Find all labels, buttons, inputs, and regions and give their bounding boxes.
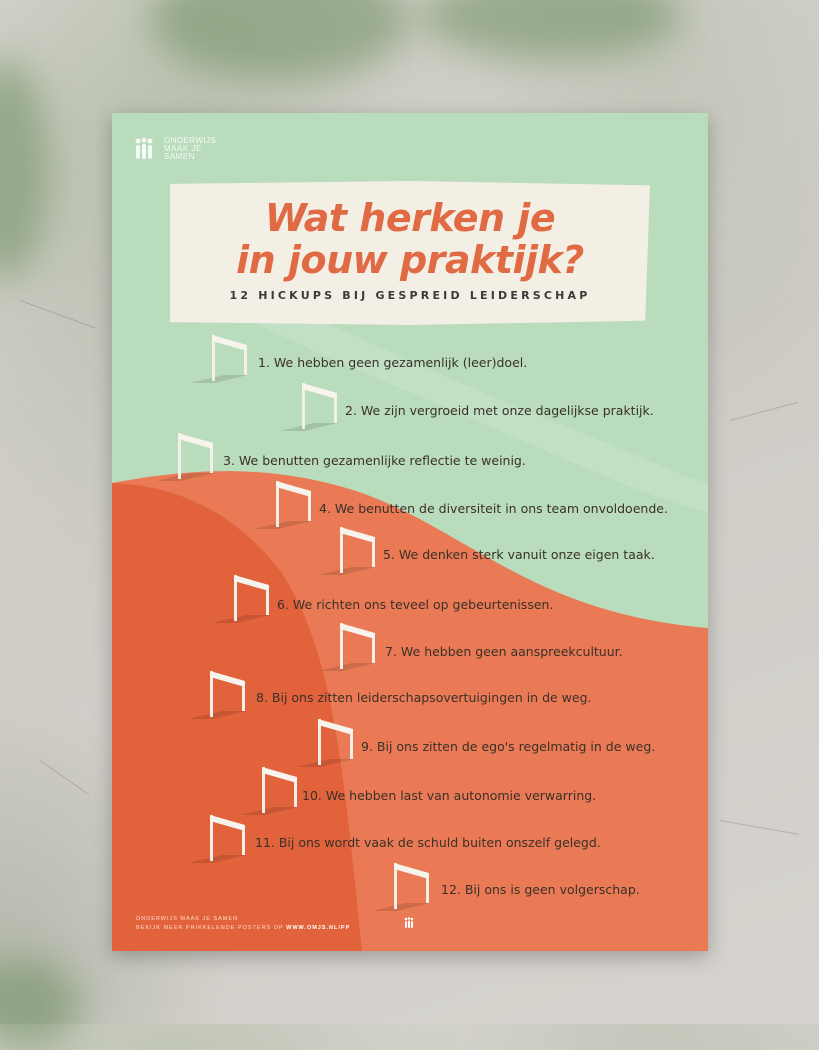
hurdle-icon — [316, 523, 376, 579]
wall-crack — [730, 402, 798, 421]
hickup-item: 10. We hebben last van autonomie verwarring. — [302, 788, 597, 803]
hurdle-icon — [210, 571, 270, 627]
hurdle-icon — [278, 379, 338, 435]
hurdle-icon — [186, 667, 246, 723]
headline-line-2: in jouw praktijk? — [236, 238, 584, 282]
wall-crack — [40, 760, 90, 795]
hickup-item: 1. We hebben geen gezamenlijk (leer)doel. — [258, 355, 528, 370]
hickup-item: 3. We benutten gezamenlijke reflectie te weinig. — [223, 453, 526, 468]
hickup-item: 7. We hebben geen aanspreekcultuur. — [385, 644, 623, 659]
logo-mark-icon — [130, 135, 158, 163]
footer-url: WWW.OMJS.NL/PP — [286, 925, 351, 931]
background-leaf-blur — [150, 0, 410, 80]
subtitle: 12 HICKUPS BIJ GESPREID LEIDERSCHAP — [229, 289, 591, 302]
hickup-item: 6. We richten ons teveel op gebeurtenissen. — [277, 597, 554, 612]
footer — [136, 915, 350, 933]
hickup-item: 12. Bij ons is geen volgerschap. — [441, 882, 640, 897]
hurdle-icon — [154, 429, 214, 485]
footer-more-posters: BEKIJK MEER PRIKKELENDE POSTERS OP WWW.OMJS.NL/PP — [136, 925, 351, 931]
hurdle-icon — [370, 859, 430, 915]
hurdle-icon — [188, 331, 248, 387]
hurdle-icon — [316, 619, 376, 675]
background-leaf-blur — [0, 60, 50, 280]
footer-brand: ONDERWIJS MAAK JE SAMEN — [136, 916, 239, 922]
headline-line-1: Wat herken je — [264, 196, 556, 240]
logo-text: ONDERWIJS MAAK JE SAMEN — [164, 136, 217, 161]
hurdle-icon — [294, 715, 354, 771]
hickup-item: 2. We zijn vergroeid met onze dagelijkse praktijk. — [345, 403, 654, 418]
hickup-item: 9. Bij ons zitten de ego's regelmatig in de weg. — [361, 739, 656, 754]
hickup-item: 8. Bij ons zitten leiderschapsovertuigingen in de weg. — [256, 690, 592, 705]
hickup-item: 4. We benutten de diversiteit in ons team onvoldoende. — [319, 501, 668, 516]
wall-crack — [720, 820, 799, 835]
hurdle-icon — [238, 763, 298, 819]
hurdle-icon — [186, 811, 246, 867]
background-leaf-blur — [420, 0, 680, 60]
hurdle-icon — [252, 477, 312, 533]
background-leaf-blur — [0, 960, 80, 1050]
poster — [112, 113, 708, 951]
hickup-item: 11. Bij ons wordt vaak de schuld buiten onszelf gelegd. — [255, 835, 601, 850]
logo-mark-icon — [402, 916, 416, 930]
wall-crack — [20, 300, 96, 328]
logo — [130, 135, 244, 163]
hickup-item: 5. We denken sterk vanuit onze eigen taak. — [383, 547, 655, 562]
headline — [112, 197, 708, 281]
